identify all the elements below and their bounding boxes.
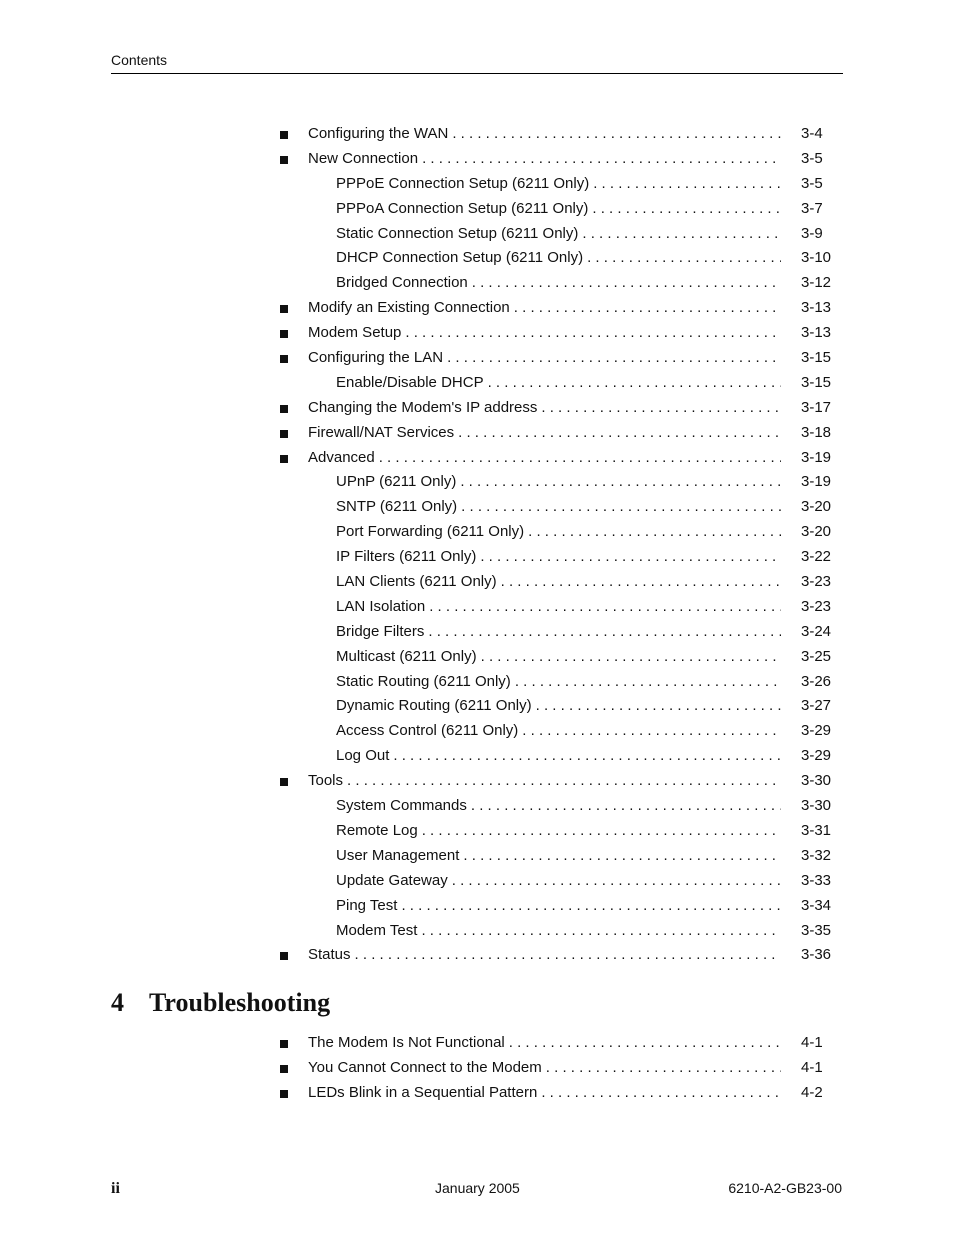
- toc-entry-line: [336, 222, 781, 247]
- dot-leader: [509, 1031, 781, 1056]
- toc-entry-label: Configuring the WAN: [308, 125, 449, 142]
- toc-entry-label: LEDs Blink in a Sequential Pattern: [308, 1083, 538, 1101]
- square-bullet-icon: [280, 1040, 288, 1048]
- toc-entry-page: 3-30: [801, 797, 832, 815]
- toc-entry-label: UPnP (6211 Only): [336, 473, 457, 491]
- toc-entry-label: LAN Isolation: [336, 597, 426, 615]
- toc-entry-page: 3-32: [801, 846, 832, 864]
- toc-entry-label: Port Forwarding (6211 Only): [336, 523, 525, 541]
- square-bullet-icon: [280, 405, 288, 413]
- dot-leader: [447, 346, 781, 371]
- toc-entry-page: 3-25: [801, 647, 832, 665]
- dot-leader: [592, 197, 781, 222]
- toc-entry-line: [336, 246, 781, 271]
- toc-entry-label: PPPoA Connection Setup (6211 Only): [336, 199, 589, 217]
- toc-entry-line: [336, 520, 781, 545]
- dot-leader: [461, 495, 781, 520]
- dot-leader: [481, 645, 781, 670]
- toc-entry[interactable]: [0, 470, 954, 495]
- toc-entry[interactable]: [0, 122, 954, 147]
- toc-entry[interactable]: [0, 321, 954, 346]
- toc-entry-label: Multicast (6211 Only): [336, 647, 477, 665]
- toc-entry-line: [308, 346, 781, 371]
- toc-entry-label: Modem Setup: [308, 324, 402, 342]
- toc-entry[interactable]: [0, 520, 954, 545]
- toc-entry-label: Bridged Connection: [336, 274, 468, 292]
- toc-entry-page: 3-18: [801, 423, 832, 441]
- toc-entry-line: [336, 172, 781, 197]
- toc-entry-line: [336, 819, 781, 844]
- dot-leader: [522, 719, 781, 744]
- toc-entry[interactable]: [0, 147, 954, 172]
- toc-entry-page: 3-7: [801, 199, 823, 217]
- toc-entry-line: [336, 197, 781, 222]
- toc-entry-page: 3-34: [801, 896, 832, 914]
- header-rule: [111, 73, 843, 74]
- toc-entry-page: 3-26: [801, 672, 832, 690]
- square-bullet-icon: [280, 1090, 288, 1098]
- dot-leader: [541, 1081, 781, 1106]
- dot-leader: [587, 246, 781, 271]
- toc-entry[interactable]: [0, 869, 954, 894]
- toc-entry-line: [336, 620, 781, 645]
- toc-entry-label: Bridge Filters: [336, 622, 425, 640]
- toc-entry-label: Static Routing (6211 Only): [336, 672, 511, 690]
- dot-leader: [401, 894, 781, 919]
- toc-entry-page: 3-12: [801, 274, 832, 292]
- toc-entry-line: [336, 744, 781, 769]
- toc-entry-line: [336, 271, 781, 296]
- toc-entry[interactable]: [0, 296, 954, 321]
- toc-entry-label: Modem Test: [336, 921, 418, 939]
- dot-leader: [593, 172, 781, 197]
- toc-entry-label: DHCP Connection Setup (6211 Only): [336, 249, 584, 267]
- toc-entry[interactable]: [0, 346, 954, 371]
- toc-entry-page: 3-19: [801, 473, 832, 491]
- toc-entry-label: The Modem Is Not Functional: [308, 1034, 505, 1051]
- toc-entry-page: 3-29: [801, 747, 832, 765]
- chapter-title: Troubleshooting: [149, 988, 331, 1017]
- toc-entry-page: 3-15: [801, 373, 832, 391]
- toc-entry[interactable]: [0, 943, 954, 968]
- toc-entry-page: 3-29: [801, 722, 832, 740]
- toc-entry-label: IP Filters (6211 Only): [336, 548, 477, 566]
- dot-leader: [405, 321, 781, 346]
- dot-leader: [458, 421, 781, 446]
- square-bullet-icon: [280, 778, 288, 786]
- dot-leader: [428, 620, 781, 645]
- toc-entry-page: 3-15: [801, 349, 832, 367]
- toc-entry-page: 3-35: [801, 921, 832, 939]
- toc-entry-line: [336, 694, 781, 719]
- square-bullet-icon: [280, 156, 288, 164]
- toc-entry[interactable]: [0, 919, 954, 944]
- toc-entry[interactable]: [0, 894, 954, 919]
- toc-entry-label: Changing the Modem's IP address: [308, 398, 538, 416]
- toc-entry-label: Modify an Existing Connection: [308, 299, 510, 317]
- toc-entry-page: 3-33: [801, 871, 832, 889]
- toc-entry-line: [308, 446, 781, 471]
- dot-leader: [452, 122, 781, 147]
- toc-entry-label: Remote Log: [336, 821, 418, 839]
- toc-entry[interactable]: [0, 371, 954, 396]
- toc-entry-page: 3-9: [801, 224, 823, 242]
- toc-entry-line: [308, 122, 781, 147]
- square-bullet-icon: [280, 330, 288, 338]
- toc-entry-page: 3-27: [801, 697, 832, 715]
- running-header: Contents: [111, 52, 168, 68]
- dot-leader: [355, 943, 781, 968]
- toc-entry-label: Tools: [308, 772, 344, 790]
- toc-entry-label: Update Gateway: [336, 871, 448, 889]
- toc-entry-label: System Commands: [336, 797, 467, 815]
- toc-entry[interactable]: [0, 645, 954, 670]
- dot-leader: [393, 744, 781, 769]
- toc-entry-line: [308, 421, 781, 446]
- toc-entry[interactable]: [0, 769, 954, 794]
- dot-leader: [488, 371, 781, 396]
- square-bullet-icon: [280, 455, 288, 463]
- toc-entry[interactable]: [0, 595, 954, 620]
- toc-entry[interactable]: [0, 719, 954, 744]
- toc-entry-line: [336, 869, 781, 894]
- toc-section-3: [0, 122, 954, 968]
- toc-entry-label: Status: [308, 946, 351, 964]
- toc-entry-label: You Cannot Connect to the Modem: [308, 1058, 542, 1076]
- toc-entry-label: LAN Clients (6211 Only): [336, 573, 497, 591]
- toc-entry-line: [308, 1031, 781, 1056]
- toc-entry-label: PPPoE Connection Setup (6211 Only): [336, 174, 590, 192]
- square-bullet-icon: [280, 131, 288, 139]
- dot-leader: [582, 222, 781, 247]
- toc-entry[interactable]: [0, 1081, 954, 1106]
- toc-entry[interactable]: [0, 670, 954, 695]
- dot-leader: [546, 1056, 781, 1081]
- dot-leader: [422, 147, 781, 172]
- toc-entry[interactable]: [0, 197, 954, 222]
- chapter-number: 4: [111, 988, 124, 1017]
- toc-entry-label: SNTP (6211 Only): [336, 498, 458, 516]
- dot-leader: [472, 271, 781, 296]
- toc-entry[interactable]: [0, 222, 954, 247]
- toc-entry-label: Log Out: [336, 747, 390, 765]
- toc-entry-label: Configuring the LAN: [308, 349, 444, 367]
- toc-entry[interactable]: [0, 1056, 954, 1081]
- toc-entry-page: 3-20: [801, 523, 832, 541]
- toc-entry-page: 3-4: [801, 125, 823, 142]
- toc-entry-line: [336, 894, 781, 919]
- toc-entry-page: 3-13: [801, 299, 832, 317]
- square-bullet-icon: [280, 952, 288, 960]
- dot-leader: [422, 819, 781, 844]
- square-bullet-icon: [280, 305, 288, 313]
- dot-leader: [501, 570, 781, 595]
- toc-entry[interactable]: [0, 446, 954, 471]
- dot-leader: [379, 446, 781, 471]
- toc-entry-page: 3-17: [801, 398, 832, 416]
- dot-leader: [463, 844, 781, 869]
- toc-entry-page: 4-1: [801, 1034, 823, 1051]
- toc-entry-label: Advanced: [308, 448, 375, 466]
- toc-entry-page: 3-5: [801, 174, 823, 192]
- toc-entry-label: Firewall/NAT Services: [308, 423, 455, 441]
- toc-entry-page: 3-20: [801, 498, 832, 516]
- toc-entry[interactable]: [0, 495, 954, 520]
- toc-entry-line: [336, 794, 781, 819]
- toc-entry[interactable]: [0, 794, 954, 819]
- toc-entry-label: Ping Test: [336, 896, 398, 914]
- toc-entry-line: [336, 470, 781, 495]
- toc-entry-label: Static Connection Setup (6211 Only): [336, 224, 579, 242]
- toc-entry-line: [336, 645, 781, 670]
- toc-entry-line: [308, 1056, 781, 1081]
- toc-entry-page: 3-5: [801, 149, 823, 167]
- toc-entry-line: [336, 371, 781, 396]
- toc-entry-line: [336, 545, 781, 570]
- toc-entry-page: 3-31: [801, 821, 832, 839]
- toc-entry-page: 4-1: [801, 1058, 823, 1076]
- dot-leader: [429, 595, 781, 620]
- toc-entry[interactable]: [0, 570, 954, 595]
- toc-entry-line: [308, 769, 781, 794]
- toc-entry-page: 3-22: [801, 548, 832, 566]
- toc-entry[interactable]: [0, 271, 954, 296]
- toc-entry[interactable]: [0, 620, 954, 645]
- toc-entry-line: [336, 570, 781, 595]
- dot-leader: [528, 520, 781, 545]
- dot-leader: [452, 869, 781, 894]
- square-bullet-icon: [280, 1065, 288, 1073]
- toc-entry[interactable]: [0, 744, 954, 769]
- dot-leader: [460, 470, 781, 495]
- dot-leader: [514, 296, 781, 321]
- toc-entry-page: 3-36: [801, 946, 832, 964]
- toc-entry[interactable]: [0, 844, 954, 869]
- dot-leader: [515, 670, 781, 695]
- toc-entry[interactable]: [0, 172, 954, 197]
- square-bullet-icon: [280, 355, 288, 363]
- toc-entry-page: 3-23: [801, 597, 832, 615]
- toc-entry[interactable]: [0, 545, 954, 570]
- toc-entry-page: 3-30: [801, 772, 832, 790]
- footer-page-number: ii: [111, 1180, 120, 1197]
- footer-date: January 2005: [435, 1180, 520, 1196]
- toc-entry-page: 3-19: [801, 448, 832, 466]
- toc-entry[interactable]: [0, 396, 954, 421]
- toc-entry-page: 3-10: [801, 249, 832, 267]
- toc-entry-page: 4-2: [801, 1083, 823, 1101]
- toc-entry-page: 3-24: [801, 622, 832, 640]
- dot-leader: [536, 694, 781, 719]
- footer-doc-id: 6210-A2-GB23-00: [728, 1180, 842, 1196]
- dot-leader: [471, 794, 781, 819]
- toc-entry-label: User Management: [336, 846, 460, 864]
- toc-entry-line: [308, 296, 781, 321]
- dot-leader: [421, 919, 781, 944]
- toc-entry-page: 3-23: [801, 573, 832, 591]
- toc-entry-line: [336, 919, 781, 944]
- chapter-heading: [111, 988, 330, 1018]
- toc-entry-line: [308, 147, 781, 172]
- dot-leader: [541, 396, 781, 421]
- toc-entry-line: [336, 495, 781, 520]
- toc-section-4: [0, 1031, 954, 1106]
- toc-entry-line: [308, 943, 781, 968]
- toc-entry-line: [308, 1081, 781, 1106]
- toc-entry[interactable]: [0, 819, 954, 844]
- toc-entry-page: 3-13: [801, 324, 832, 342]
- toc-entry[interactable]: [0, 1031, 954, 1056]
- toc-entry-label: New Connection: [308, 149, 419, 167]
- toc-entry-label: Access Control (6211 Only): [336, 722, 519, 740]
- dot-leader: [480, 545, 781, 570]
- square-bullet-icon: [280, 430, 288, 438]
- dot-leader: [347, 769, 781, 794]
- toc-entry-line: [308, 321, 781, 346]
- toc-entry-line: [308, 396, 781, 421]
- toc-entry[interactable]: [0, 694, 954, 719]
- toc-entry-label: Enable/Disable DHCP: [336, 373, 484, 391]
- toc-entry-line: [336, 670, 781, 695]
- toc-entry-label: Dynamic Routing (6211 Only): [336, 697, 532, 715]
- toc-entry[interactable]: [0, 421, 954, 446]
- toc-entry-line: [336, 719, 781, 744]
- toc-entry-line: [336, 595, 781, 620]
- toc-entry-line: [336, 844, 781, 869]
- toc-entry[interactable]: [0, 246, 954, 271]
